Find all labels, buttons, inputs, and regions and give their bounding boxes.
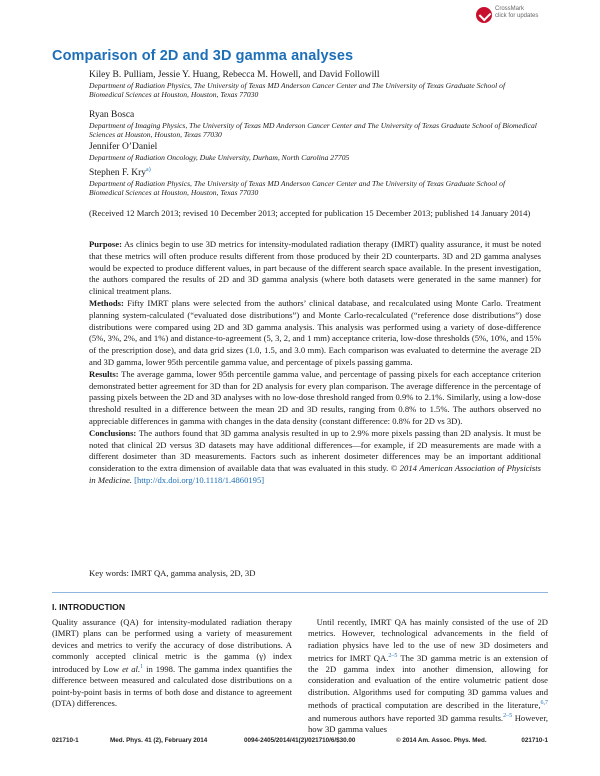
- author-group-2: [89, 110, 539, 140]
- abstract-results: [89, 369, 541, 428]
- footer-article-id-right: 021710-1: [521, 737, 548, 744]
- intro-column-right: Until recently, IMRT QA has mainly consisted of the use of 2D metrics. However, technological advancements in the field of radiation physics have led to the use of new 3D dosimeters and metrics for IMRT QA.$^{2-5}$ The 3D gamma metric is an extension of the 2D gamma index into another dimension, allowing for consideration and evaluation of the entire volumetric patient dose distribution. Algorithms used for computing 3D gamma values and methods of practical computation are described in the literature,$^{6,7}$ and numerous authors have reported 3D gamma results.$^{2-5}$ However, how 3D gamma values: [308, 617, 548, 735]
- reference-link[interactable]: 2–5: [503, 713, 513, 720]
- reference-link[interactable]: 2–5: [388, 652, 398, 659]
- crossmark-sublabel: click for updates: [495, 13, 539, 19]
- author-group-3: [89, 142, 539, 162]
- author-group-1: [89, 70, 539, 100]
- crossmark-label: CrossMark: [495, 6, 525, 12]
- reference-link[interactable]: 1: [140, 664, 144, 671]
- abstract: [89, 239, 541, 487]
- methods-text: Fifty IMRT plans were selected from the authors’ clinical database, and recalculated using Monte Carlo. Treatment planning system-calculated (“evaluated dose distributions”) and Monte Carlo-recalculated (“reference dose distributions”) dose distributions were compared using 2D and 3D gamma analysis. This analysis was performed using a variety of dose-difference (5%, 3%, 2%, and 1%) and distance-to-agreement (5, 3, 2, and 1 mm) acceptance criteria, low-dose thresholds (5%, 10%, and 15% of the prescription dose), and data grid sizes (1.0, 1.5, and 3.0 mm). Each comparison was evaluated to determine the average 2D and 3D gamma, lower 95th percentile gamma value, and percentage of pixels passing gamma.: [89, 297, 542, 367]
- doi-link[interactable]: [http://dx.doi.org/10.1118/1.4860195]: [134, 474, 265, 485]
- author-names: Jennifer O’Daniel: [89, 142, 158, 152]
- author-names: Kiley B. Pulliam, Jessie Y. Huang, Rebecca M. Howell, and David Followill: [89, 70, 380, 80]
- abstract-copyright: © 2014 American Association of Physicists in Medicine.: [89, 463, 541, 485]
- reference-link[interactable]: 6,7: [540, 699, 548, 706]
- purpose-text: As clinics begin to use 3D metrics for intensity-modulated radiation therapy (IMRT) quality assurance, it must be noted that these metrics will often produce results different from those produced by their 2D counterparts. 3D and 2D gamma analyses would be expected to produce different values, in part because of the different search space available. In the present investigation, the authors compared the results of 2D and 3D gamma analysis (where both datasets were generated in the same manner) for clinical treatment plans.: [89, 239, 541, 297]
- footer-article-id: 021710-1: [52, 737, 79, 744]
- article-title: Comparison of 2D and 3D gamma analyses: [52, 48, 354, 64]
- footer-issn: 0094-2405/2014/41(2)/021710/6/$30.00: [244, 737, 356, 744]
- crossmark-icon: [476, 7, 492, 23]
- author-affiliation: Department of Radiation Oncology, Duke University, Durham, North Carolina 27705: [89, 153, 350, 162]
- author-affiliation: Department of Imaging Physics, The University of Texas MD Anderson Cancer Center and The University of Texas Graduate School of Biomedical Sciences at Houston, Houston, Texas 77030: [89, 121, 537, 140]
- author-affiliation: Department of Radiation Physics, The University of Texas MD Anderson Cancer Center and The University of Texas Graduate School of Biomedical Sciences at Houston, Houston, Texas 77030: [89, 179, 506, 198]
- crossmark-badge[interactable]: [476, 6, 546, 28]
- author-names: Ryan Bosca: [89, 110, 135, 120]
- abstract-conclusions: [89, 428, 541, 487]
- methods-label: Methods:: [89, 297, 124, 308]
- section-heading-introduction: I. INTRODUCTION: [52, 602, 126, 612]
- author-footnote-link[interactable]: a): [146, 167, 151, 173]
- received-dates: (Received 12 March 2013; revised 10 December 2013; accepted for publication 15 December 2013; published 14 January 2014): [89, 208, 531, 218]
- conclusions-text: The authors found that 3D gamma analysis resulted in up to 2.9% more pixels passing than 2D analysis. It must be noted that clinical 2D versus 3D datasets may have additional differences—for example, if 2D measurements are made with a different dosimeter than 3D measurements. Factors such as inherent dosimeter differences may be an important additional consideration to the extra dimension of available data that was evaluated in this study.: [89, 427, 541, 474]
- footer-copyright: © 2014 Am. Assoc. Phys. Med.: [396, 737, 487, 744]
- results-label: Results:: [89, 368, 119, 379]
- abstract-methods: [89, 298, 541, 369]
- abstract-purpose: [89, 239, 541, 298]
- results-text: The average gamma, lower 95th percentile gamma value, and percentage of passing pixels for each acceptance criterion demonstrated better agreement for 3D than for 2D analysis for every plan comparison. The average difference in the percentage of passing pixels between the 2D and 3D analyses with no low-dose threshold ranged from 0.9% to 2.1%. Similarly, using a low-dose threshold resulted in a difference between the mean 2D and 3D results, ranging from 0.8% to 1.5%. The authors observed no appreciable differences in gamma with changes in the data density (constant difference: 0.8% for 2D vs 3D).: [89, 368, 541, 426]
- intro-column-left: Quality assurance (QA) for intensity-modulated radiation therapy (IMRT) plans can be performed using a variety of measurement devices and metrics to verify the accuracy of dose distributions. A commonly accepted clinical metric is the gamma (γ) index introduced by Low et al.$^1$ in 1998. The gamma index quantifies the difference between measured and calculated dose distributions on a point-by-point basis in terms of both dose and distance to agreement (DTA) differences.: [52, 617, 293, 708]
- author-affiliation: Department of Radiation Physics, The University of Texas MD Anderson Cancer Center and The University of Texas Graduate School of Biomedical Sciences at Houston, Houston, Texas 77030: [89, 81, 506, 100]
- author-names: Stephen F. Kry: [89, 168, 147, 179]
- keywords: Key words: IMRT QA, gamma analysis, 2D, 3D: [89, 568, 256, 578]
- purpose-label: Purpose:: [89, 239, 122, 249]
- author-group-4: [89, 165, 539, 198]
- conclusions-label: Conclusions:: [89, 427, 137, 438]
- footer-journal: Med. Phys. 41 (2), February 2014: [110, 737, 208, 744]
- section-divider: [52, 592, 548, 593]
- citation-etal: et al.: [122, 664, 141, 675]
